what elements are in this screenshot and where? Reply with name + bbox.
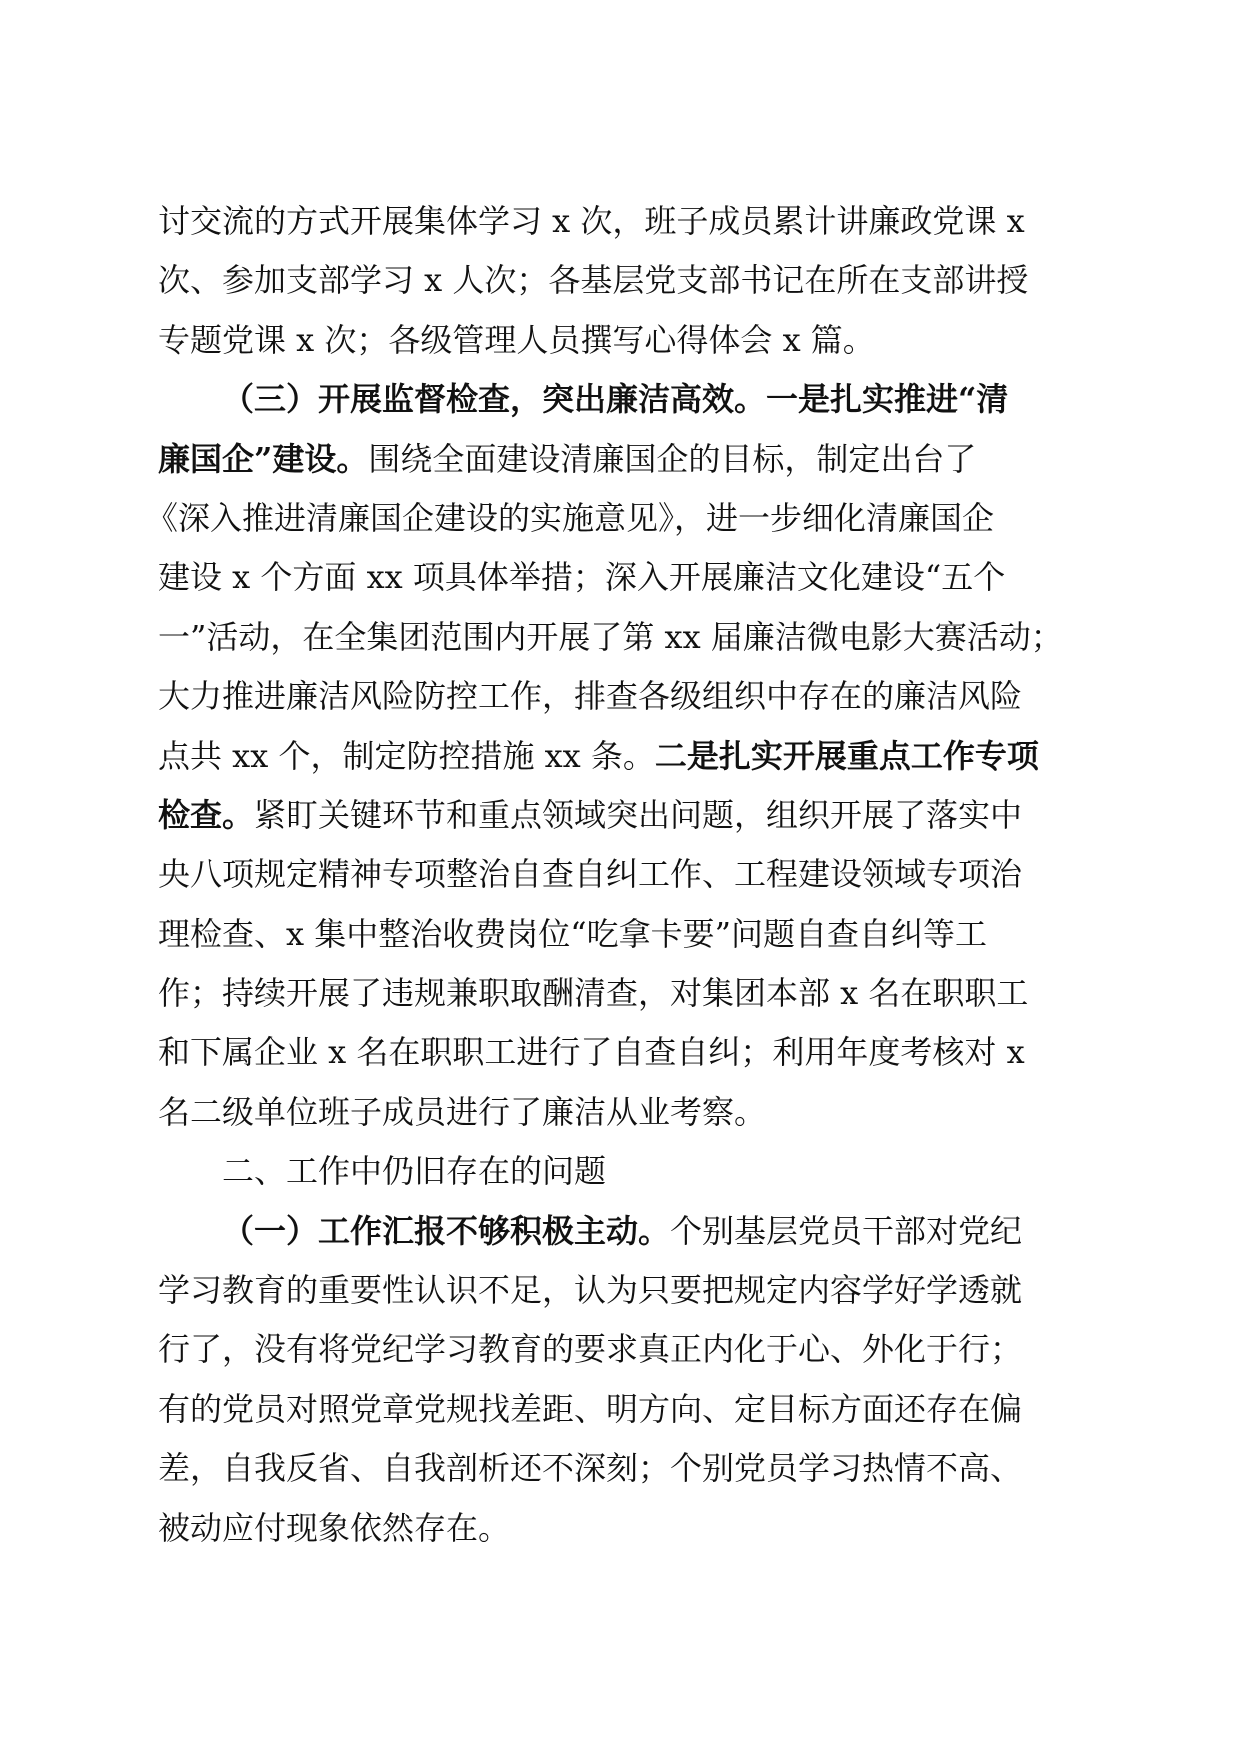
text-run: 围绕全面建设清廉国企的目标，制定出台了 <box>368 439 977 478</box>
text-line <box>158 430 1088 489</box>
section-three-heading: （三）开展监督检查，突出廉洁高效。一是扎实推进“清 <box>222 380 1009 419</box>
text-line <box>158 727 1088 786</box>
text-run: 紧盯关键环节和重点领域突出问题，组织开展了落实中 <box>254 795 1023 834</box>
text-run: 点共 xx 个，制定防控措施 xx 条。 <box>158 736 655 775</box>
text-run: 个别基层党员干部对党纪 <box>670 1211 1023 1250</box>
text-line <box>158 1202 1088 1261</box>
paragraph-continued <box>158 192 1088 370</box>
section-heading: 二、工作中仍旧存在的问题 <box>222 1152 607 1191</box>
text-line: 有的党员对照党章党规找差距、明方向、定目标方面还存在偏 <box>158 1389 1023 1428</box>
text-line: 作；持续开展了违规兼职取酬清查，对集团本部 x 名在职职工 <box>158 974 1029 1013</box>
text-line: 讨交流的方式开展集体学习 x 次，班子成员累计讲廉政党课 x <box>158 202 1025 240</box>
text-line: 和下属企业 x 名在职职工进行了自查自纠；利用年度考核对 x <box>158 1033 1025 1072</box>
problem-one-heading: （一）工作汇报不够积极主动。 <box>222 1211 671 1250</box>
text-line: 建设 x 个方面 xx 项具体举措；深入开展廉洁文化建设“五个 <box>158 558 1006 597</box>
bold-phrase: 二是扎实开展重点工作专项 <box>654 736 1039 775</box>
text-line: 次、参加支部学习 x 人次；各基层党支部书记在所在支部讲授 <box>158 261 1029 300</box>
text-line: 央八项规定精神专项整治自查自纠工作、工程建设领域专项治 <box>158 855 1023 894</box>
text-line: 《深入推进清廉国企建设的实施意见》，进一步细化清廉国企 <box>146 498 995 537</box>
document-body <box>146 192 1088 1558</box>
text-line: 差，自我反省、自我剖析还不深刻；个别党员学习热情不高、 <box>158 1449 1023 1488</box>
text-line: 被动应付现象依然存在。 <box>158 1508 511 1547</box>
text-line <box>158 786 1088 845</box>
text-line: 行了，没有将党纪学习教育的要求真正内化于心、外化于行； <box>158 1330 1023 1369</box>
section-three-paragraph <box>146 370 1088 1142</box>
text-line: 一”活动，在全集团范围内开展了第 xx 届廉洁微电影大赛活动； <box>158 617 1063 656</box>
problem-one-paragraph <box>158 1202 1088 1558</box>
text-line: 大力推进廉洁风险防控工作，排查各级组织中存在的廉洁风险 <box>158 677 1023 716</box>
text-line: 名二级单位班子成员进行了廉洁从业考察。 <box>158 1092 767 1131</box>
text-line <box>158 370 1088 429</box>
text-line: 理检查、x 集中整治收费岗位“吃拿卡要”问题自查自纠等工 <box>158 914 987 953</box>
text-line: 学习教育的重要性认识不足，认为只要把规定内容学好学透就 <box>158 1271 1023 1310</box>
bold-phrase: 廉国企”建设。 <box>158 439 369 478</box>
text-line: 专题党课 x 次；各级管理人员撰写心得体会 x 篇。 <box>158 320 875 359</box>
bold-phrase: 检查。 <box>158 795 255 834</box>
